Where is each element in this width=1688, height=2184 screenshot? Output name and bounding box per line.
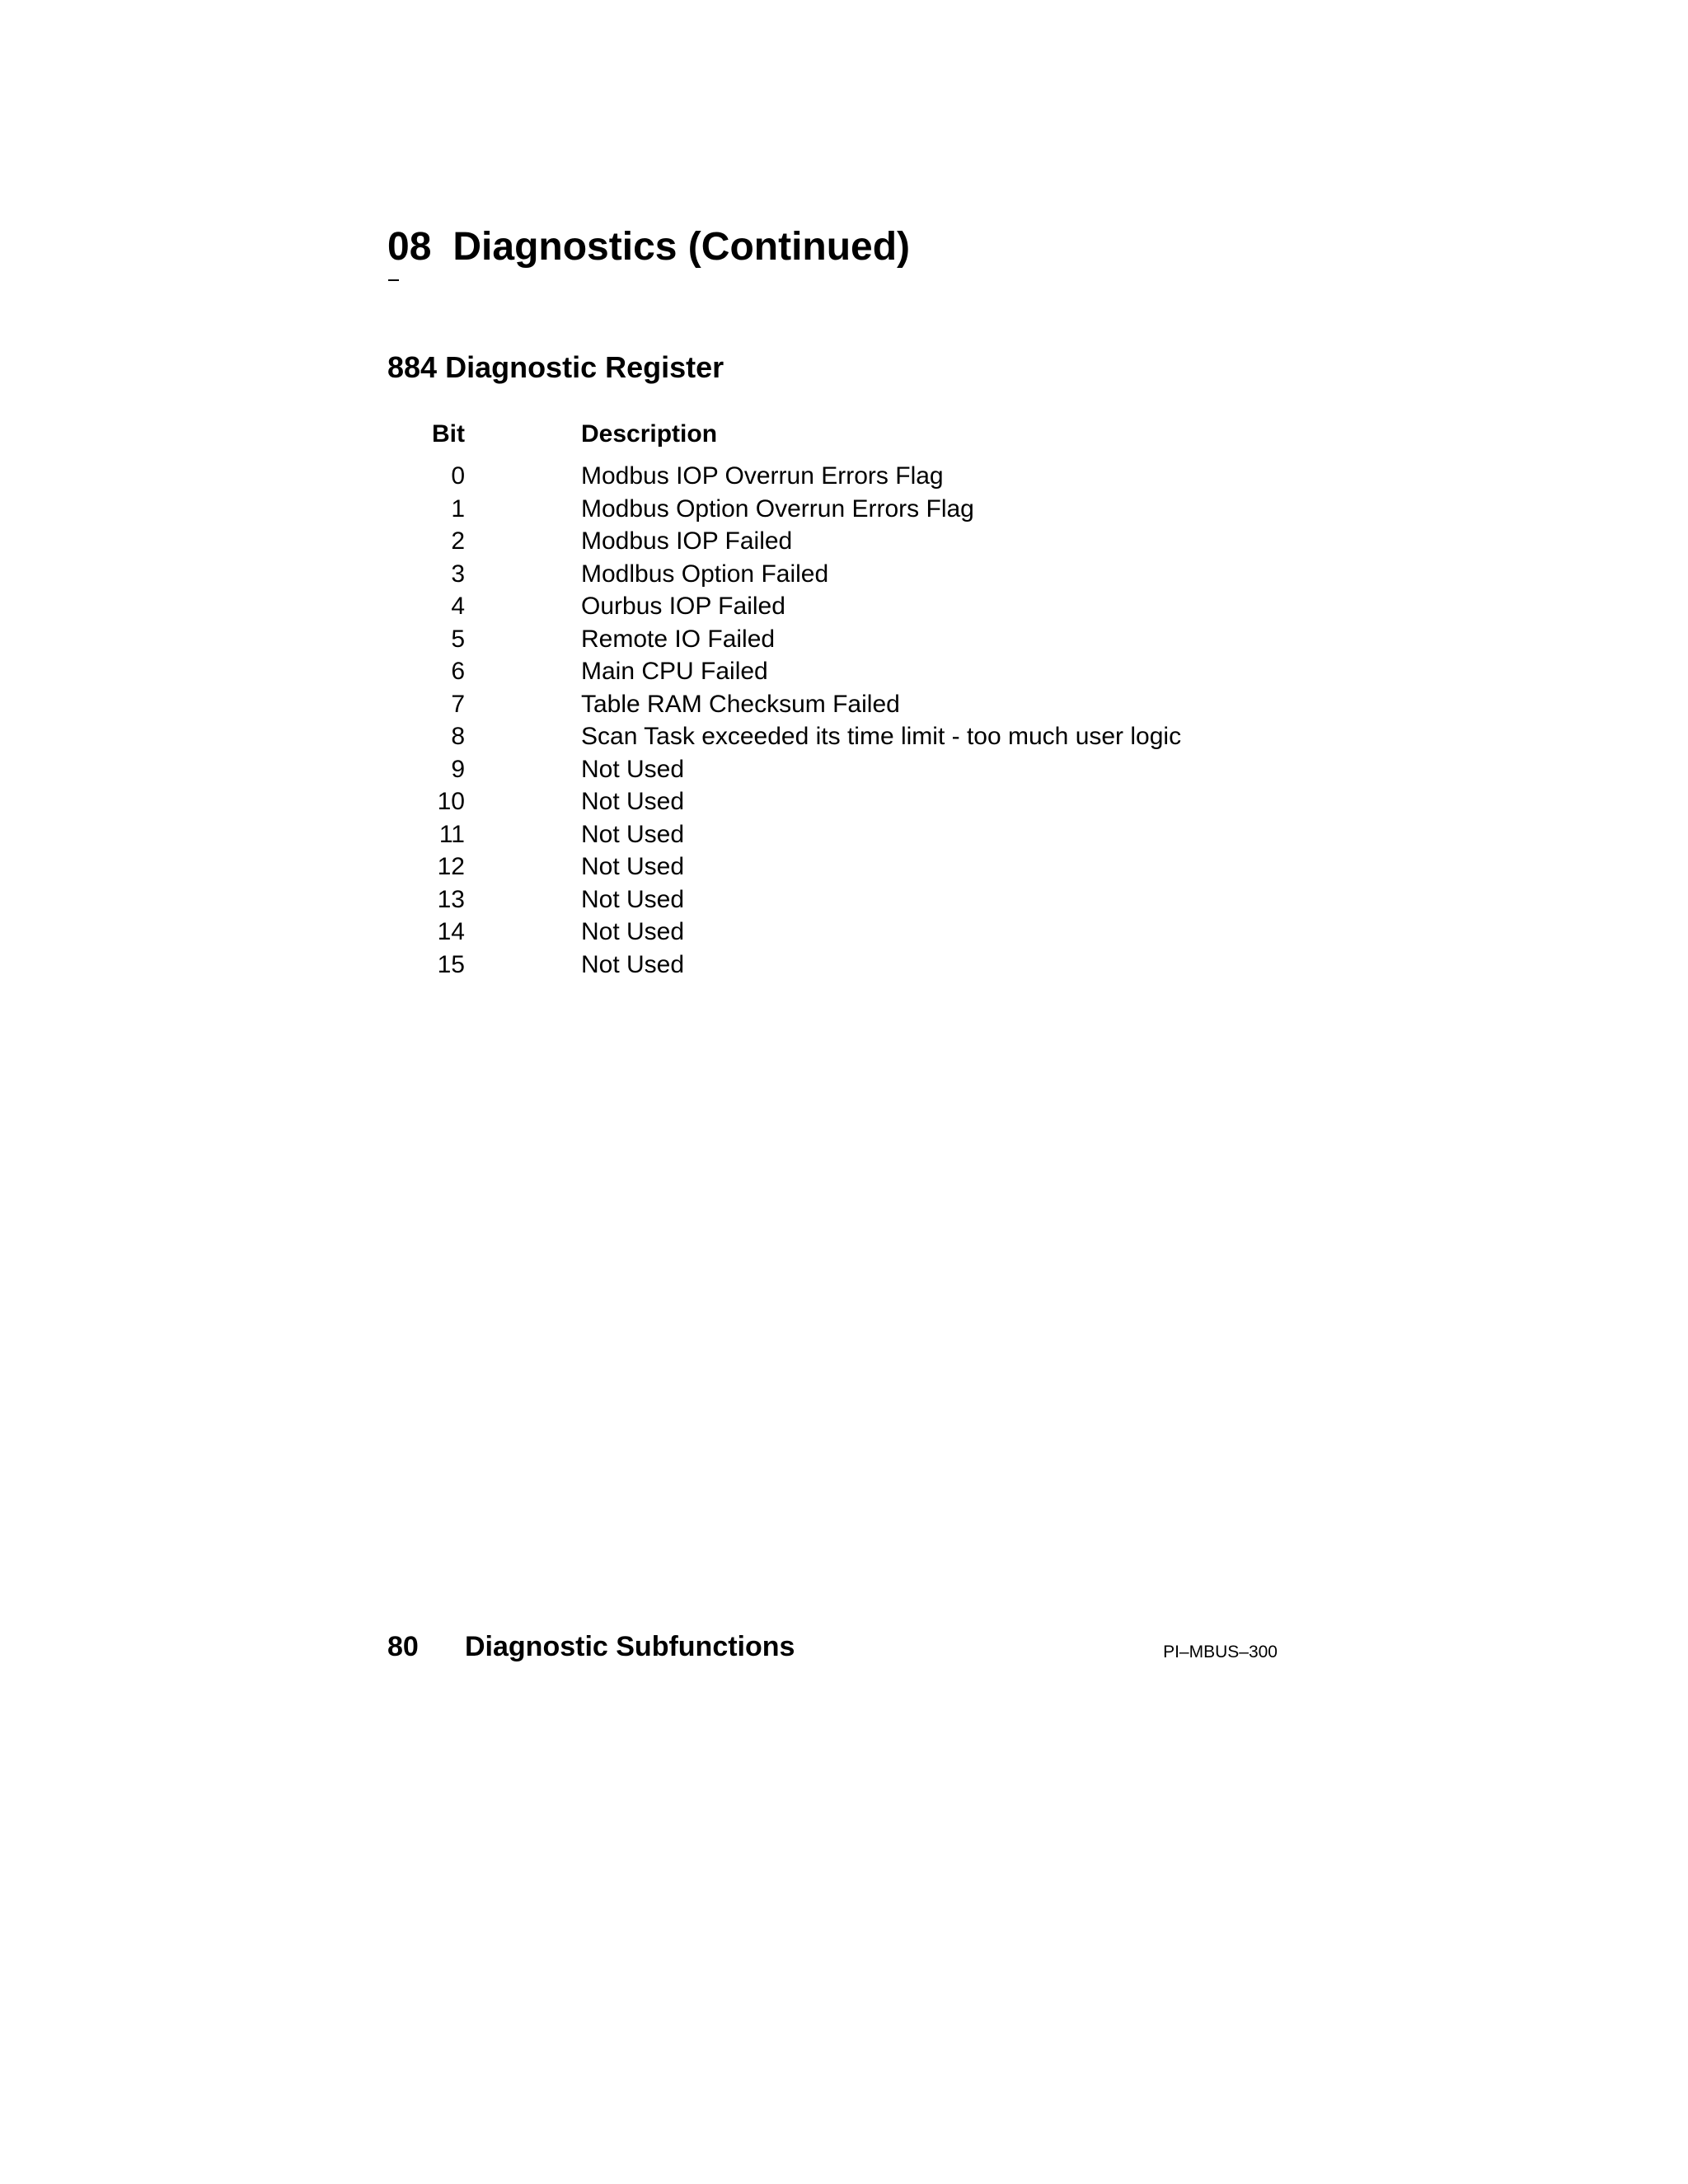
bit-number: 0 [451,462,465,490]
description-column-header: Description [581,420,718,448]
footer-document-id: PI–MBUS–300 [1163,1643,1278,1661]
bit-number: 5 [451,625,465,653]
table-header-row [387,412,1294,460]
bit-number: 9 [451,755,465,783]
diagnostic-register-table [387,412,1294,981]
bit-number: 7 [451,690,465,718]
bit-description: Not Used [581,853,685,880]
page-title-text: Diagnostics (Continued) [452,225,911,269]
table-row [387,785,1294,818]
bit-description: Scan Task exceeded its time limit - too much user logic [581,723,1182,750]
bit-number: 2 [451,527,465,555]
bit-description: Not Used [581,918,685,945]
bit-description: Modbus IOP Failed [581,527,793,555]
page-title [387,223,910,272]
bit-number: 15 [437,950,465,978]
bit-description: Not Used [581,820,685,848]
bit-number: 10 [437,788,465,815]
section-title: 884 Diagnostic Register [387,350,724,384]
table-row [387,753,1294,786]
bit-number: 11 [438,820,465,848]
table-row [387,949,1294,982]
bit-number: 12 [437,853,465,880]
bit-number: 13 [437,885,465,913]
bit-description: Modbus Option Overrun Errors Flag [581,494,974,523]
page-title-number: 08 [387,225,432,269]
footer-section-name: Diagnostic Subfunctions [465,1631,795,1662]
table-row [387,558,1294,591]
title-underline-mark [388,279,399,281]
bit-description: Main CPU Failed [581,658,768,685]
bit-description: Not Used [581,950,685,978]
bit-description: Table RAM Checksum Failed [581,690,900,718]
table-row [387,688,1294,721]
bit-description: Not Used [581,788,685,815]
bit-number: 6 [451,658,465,685]
bit-number: 8 [451,723,465,750]
table-row [387,883,1294,916]
footer-page-number: 80 [387,1631,419,1662]
table-row [387,525,1294,558]
bit-description: Modlbus Option Failed [581,560,829,588]
table-row [387,460,1294,493]
bit-description: Ourbus IOP Failed [581,593,785,620]
table-row [387,916,1294,949]
table-row [387,720,1294,753]
table-row [387,623,1294,656]
bit-number: 3 [451,560,465,588]
table-row [387,818,1294,851]
bit-column-header: Bit [432,420,465,448]
bit-number: 4 [451,593,465,620]
bit-description: Not Used [581,755,685,783]
bit-description: Modbus IOP Overrun Errors Flag [581,462,944,490]
bit-number: 14 [437,918,465,945]
table-body [387,460,1294,981]
table-row [387,590,1294,623]
table-row [387,493,1294,526]
bit-description: Not Used [581,885,685,913]
bit-number: 1 [451,494,465,523]
table-row [387,851,1294,883]
bit-description: Remote IO Failed [581,625,776,653]
table-row [387,655,1294,688]
